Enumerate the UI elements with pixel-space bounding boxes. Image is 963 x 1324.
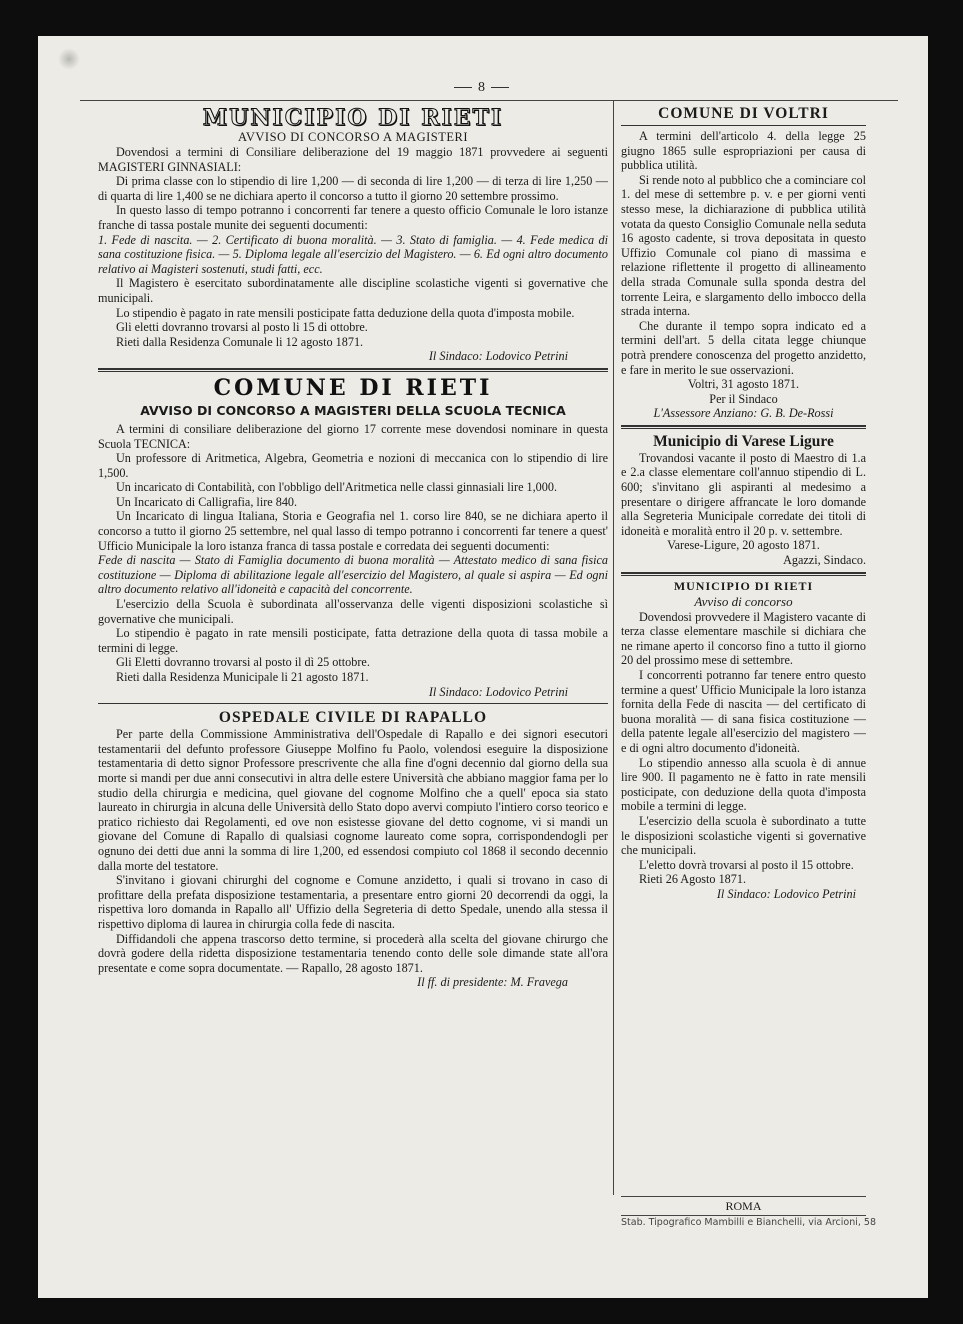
notice-title: OSPEDALE CIVILE DI RAPALLO <box>218 709 488 727</box>
section-divider <box>98 703 608 704</box>
notice-ospedale-rapallo <box>98 708 608 990</box>
paragraph: A termini dell'articolo 4. della legge 25 giugno 1865 sulle espropriazioni per causa di pubblica utilità. <box>621 129 866 173</box>
place-date: Voltri, 31 agosto 1871. <box>687 377 800 392</box>
paper-stain <box>58 48 80 70</box>
signature: Il Sindaco: Lodovico Petrini <box>428 684 568 699</box>
paragraph: 1. Fede di nascita. — 2. Certificato di buona moralità. — 3. Stato di famiglia. — 4. Fede medica di sana costituzione fisica. — 5. Diploma legale all'esercizio del Magistero. — 6. Ed ogni altro documento relativo ai Magisteri sostenuti, studi fatti, ecc. <box>98 232 608 276</box>
title-rule <box>621 125 866 126</box>
paragraph: I concorrenti potranno far tenere entro questo termine a quest' Ufficio Municipale la loro istanza fornita della Fede di nascita — del certificato di buona moralità — di sana fisica costituzione — della patente legale all'esercizio del magistero — e di ogni altro documento d'idoneità. <box>621 668 866 755</box>
notice-rieti-elementare <box>621 579 866 902</box>
paragraph: Di prima classe con lo stipendio di lire 1,200 — di seconda di lire 1,200 — di terza di lire 1,250 — di quarta di lire 1,400 se ne dichiara aperto il concorso a tutto il giorno 20 settembre prossimo. <box>98 174 608 203</box>
paragraph: Un Incaricato di lingua Italiana, Storia e Geografia nel 1. corso lire 840, se ne dichiara aperto il concorso a tutto il giorno 25 settembre, nel qual lasso di tempo potranno i concorrenti far tenere a quest' Ufficio Municipale la loro istanza franca di tassa postale e corredata dei seguenti documenti: <box>98 509 608 553</box>
section-divider <box>621 425 866 429</box>
notice-rieti-scuola-tecnica <box>98 375 608 699</box>
notice-subtitle: AVVISO DI CONCORSO A MAGISTERI <box>237 130 469 144</box>
page-number: 8 <box>0 80 963 96</box>
signature: Il ff. di presidente: M. Fravega <box>417 975 568 990</box>
paragraph: Un Incaricato di Calligrafia, lire 840. <box>116 494 298 509</box>
place-date: Varese-Ligure, 20 agosto 1871. <box>667 538 820 553</box>
paragraph: Lo stipendio è pagato in rate mensili posticipate, fatta detrazione della quota di tassa mobile a termini di legge. <box>98 626 608 655</box>
paragraph: Rieti 26 Agosto 1871. <box>639 872 746 887</box>
left-column <box>98 104 608 1196</box>
paragraph: L'esercizio della scuola è subordinato a tutte le disposizioni scolastiche vigenti si governative che municipali. <box>621 813 866 858</box>
notice-rieti-magisteri <box>98 106 608 364</box>
signature: Il Sindaco: Lodovico Petrini <box>428 349 568 364</box>
notice-subtitle: Avviso di concorso <box>694 593 793 609</box>
paragraph: Lo stipendio è pagato in rate mensili posticipate fatta deduzione della quota d'imposta mobile. <box>116 305 575 320</box>
paragraph: Un incaricato di Contabilità, con l'obbligo dell'Aritmetica nelle classi ginnasiali lire 1,000. <box>116 480 557 495</box>
paragraph: In questo lasso di tempo potranno i concorrenti far tenere a questo officio Comunale le loro istanze franche di tassa postale munite dei seguenti documenti: <box>98 203 608 232</box>
notice-voltri <box>621 104 866 421</box>
section-divider <box>98 368 608 372</box>
paragraph: Il Magistero è esercitato subordinatamente alle discipline scolastiche vigenti si governative che municipali. <box>98 276 608 305</box>
notice-title: MUNICIPIO DI RIETI <box>202 105 504 131</box>
paragraph: Per parte della Commissione Amministrativa dell'Ospedale di Rapallo e dei signori esecutori testamentarii del defunto professore Giuseppe Molfino fu Paolo, volendosi eseguire la disposizione testamentaria di detto signor Professore prescrivente che alla fine d'ogni decennio dal giorno della sua morte si mandi per due anni consecutivi in altra delle estere Università che abbiano maggior fama per lo studio della chirurgia e medicina, quel giovane del cognome Molfino che a quell' epoca sia stato laureato in chirurgia in alcuna delle Università dello Stato dopo avervi compiuto l'intiero corso teorico e pratico richiesto dai Regolamenti, ed ove non esistesse giovane del detto cognome, vi si mandi un giovane del Comune di Rapallo di qualsiasi cognome laureato come sopra, corrispondendogli per ognuno dei detti due anni la somma di lire 1,200, ed essendosi compiuto col 1868 il secondo decennio dalla morte del testatore. <box>98 727 608 873</box>
notice-title: COMUNE DI RIETI <box>213 374 493 401</box>
paragraph: Fede di nascita — Stato di Famiglia documento di buona moralità — Attestato medico di sana fisica costituzione — Diploma di abilitazione legale all'esercizio del Magistero, al quale si aspira — Ed ogni altro documento relativo all'idoneità e capacità del concorrente. <box>98 553 608 597</box>
top-rule <box>80 100 898 101</box>
notice-title: Municipio di Varese Ligure <box>653 432 834 450</box>
paragraph: A termini di consiliare deliberazione del giorno 17 corrente mese dovendosi nominare in questa Scuola TECNICA: <box>98 421 608 451</box>
paragraph: Trovandosi vacante il posto di Maestro di 1.a e 2.a classe elementare coll'annuo stipendio di L. 600; s'invitano gli aspiranti al medesimo a presentare o dirigere affrancate le loro domande alla Segreteria Municipale corredate dei titoli di idoneità e moralità entro il 20 p. v. settembre. <box>621 450 866 538</box>
paragraph: Dovendosi provvedere il Magistero vacante di terza classe elementare maschile si dichiara che ne rimane aperto il concorso fino a tutto il giorno 20 del prossimo mese di settembre. <box>621 609 866 668</box>
signature: Agazzi, Sindaco. <box>783 553 866 568</box>
paragraph: Si rende noto al pubblico che a cominciare col 1. del mese di settembre p. v. e per giorni venti stesso mese, la dichiarazione di pubblica utilità votata da questo Consiglio Comunale nella seduta 16 agosto cadente, si trova depositata in questo Uffizio Comunale col piano di massima e relazione riflettente il progetto di allineamento della strada Comunale sulla sponda destra del torrente Leira, e slargamento dello imbocco della strada interna. <box>621 172 866 319</box>
notice-subtitle: AVVISO DI CONCORSO A MAGISTERI DELLA SCUOLA TECNICA <box>140 402 566 418</box>
imprint-printer: Stab. Tipografico Mambilli e Bianchelli, via Arcioni, 58 <box>621 1217 876 1228</box>
signature: Il Sindaco: Lodovico Petrini <box>716 886 856 901</box>
paragraph: Dovendosi a termini di Consiliare deliberazione del 19 maggio 1871 provvedere ai seguenti MAGISTERI GINNASIALI: <box>98 145 608 174</box>
notice-title: MUNICIPIO DI RIETI <box>673 578 814 593</box>
paragraph: Lo stipendio annesso alla scuola è di annue lire 900. Il pagamento ne è fatto in rate mensili posticipate, con deduzione della quota d'imposta mobile a termini di legge. <box>621 755 866 814</box>
paragraph: Rieti dalla Residenza Comunale li 12 agosto 1871. <box>116 334 364 349</box>
paragraph: L'eletto dovrà trovarsi al posto il 15 ottobre. <box>639 857 854 872</box>
signature: L'Assessore Anziano: G. B. De-Rossi <box>653 406 834 421</box>
notice-varese-ligure <box>621 432 866 568</box>
paragraph: Gli Eletti dovranno trovarsi al posto il dì 25 ottobre. <box>116 655 370 670</box>
paragraph: Gli eletti dovranno trovarsi al posto li 15 di ottobre. <box>116 320 368 335</box>
column-divider <box>613 100 614 1195</box>
paragraph: Diffidandoli che appena trascorso detto termine, si procederà alla scelta del giovane chirurgo che dovrà godere della ridetta disposizione testamentaria tenendo conto delle sole dimande state all'ora presentate e come sopra documentate. — Rapallo, 28 agosto 1871. <box>98 931 608 975</box>
paragraph: Che durante il tempo sopra indicato ed a termini dell'art. 5 della citata legge chiunque potrà prendere conoscenza del progetto anzidetto, e fare in merito le sue osservazioni. <box>621 318 866 377</box>
paragraph: Rieti dalla Residenza Municipale li 21 agosto 1871. <box>116 670 369 684</box>
imprint <box>621 1196 876 1230</box>
right-column <box>621 104 866 1196</box>
signature-role: Per il Sindaco <box>709 391 778 406</box>
paragraph: S'invitano i giovani chirurghi del cognome e Comune anzidetto, i quali si trovano in caso di profittare della prefata disposizione testamentaria, a presentare entro giorni 20 decorrendi da oggi, la rispettiva loro domanda in Rapallo all' Uffizio della Segreteria di detto Spedale, unendo alla stessa il rispettivo diploma di laurea in chirurgia colla fede di nascita. <box>98 873 608 931</box>
imprint-city: ROMA <box>621 1196 866 1213</box>
paragraph: Un professore di Aritmetica, Algebra, Geometria e nozioni di meccanica con lo stipendio di lire 1,500. <box>98 451 608 480</box>
notice-title: COMUNE DI VOLTRI <box>658 105 829 122</box>
paragraph: L'esercizio della Scuola è subordinata all'osservanza delle vigenti disposizioni scolastiche sì governative che municipali. <box>98 597 608 626</box>
section-divider <box>621 572 866 576</box>
